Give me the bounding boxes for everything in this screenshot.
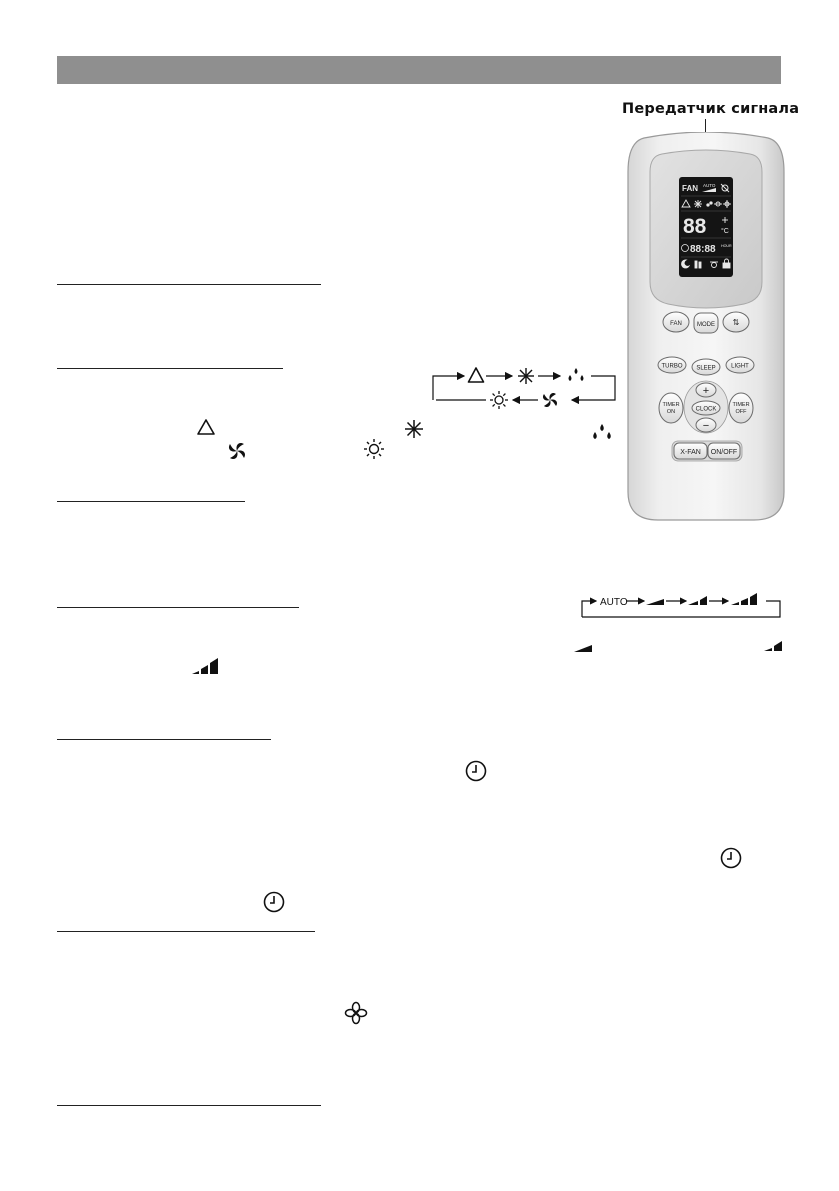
- fan-speed-medium-icon: [688, 596, 707, 605]
- svg-text:SLEEP: SLEEP: [696, 365, 716, 372]
- fan-mode-icon: [226, 440, 248, 462]
- fan-speed-high-icon: [190, 656, 222, 676]
- svg-text:⇅: ⇅: [732, 318, 740, 327]
- turbo-button[interactable]: [658, 357, 686, 373]
- svg-text:TURBO: TURBO: [661, 363, 683, 370]
- svg-text:X-FAN: X-FAN: [680, 449, 701, 456]
- svg-text:ON/OFF: ON/OFF: [710, 449, 738, 456]
- fan-speed-low-icon: [572, 642, 594, 654]
- timer-off-button[interactable]: [729, 393, 753, 423]
- clock-button[interactable]: [692, 401, 720, 415]
- svg-text:+: +: [702, 385, 710, 397]
- svg-text:OFF: OFF: [735, 409, 747, 415]
- sleep-button[interactable]: [692, 359, 720, 375]
- remote-control-illustration: [622, 132, 790, 524]
- fan-speed-medium-icon: [762, 637, 784, 653]
- fan-button[interactable]: [663, 312, 689, 332]
- onoff-button[interactable]: [708, 443, 740, 459]
- swing-button[interactable]: [723, 312, 749, 332]
- section-rule-2: [57, 368, 283, 369]
- light-button[interactable]: [726, 357, 754, 373]
- mode-cycle-diagram: [426, 360, 622, 412]
- plus-button[interactable]: [696, 383, 716, 397]
- svg-text:−: −: [702, 420, 710, 432]
- section-rule-7: [57, 1105, 321, 1106]
- cycle-frame: [433, 376, 615, 400]
- svg-text:HOUR: HOUR: [721, 244, 732, 248]
- heat-mode-icon: [363, 438, 385, 460]
- fan-speed-cycle-diagram: [576, 587, 786, 623]
- svg-text:MODE: MODE: [697, 322, 715, 328]
- section-rule-6: [57, 931, 315, 932]
- dry-mode-icon: [590, 420, 614, 442]
- section-rule-5: [57, 739, 271, 740]
- clock-icon: [262, 890, 286, 914]
- mode-button[interactable]: [694, 313, 718, 333]
- cool-mode-icon: [403, 418, 425, 440]
- fan-auto-label: AUTO: [600, 597, 628, 608]
- svg-text:ON: ON: [666, 409, 676, 415]
- fan-mode-icon: [543, 393, 557, 407]
- svg-text:CLOCK: CLOCK: [695, 406, 717, 413]
- svg-text:LIGHT: LIGHT: [731, 363, 749, 370]
- section-rule-3: [57, 501, 245, 502]
- section-rule-1: [57, 284, 321, 285]
- auto-mode-icon: [196, 418, 216, 438]
- xfan-button[interactable]: [674, 443, 707, 459]
- auto-mode-icon: [469, 368, 484, 382]
- fan-speed-low-icon: [646, 599, 664, 605]
- svg-text:FAN: FAN: [670, 321, 682, 327]
- fan-speed-high-icon: [731, 593, 757, 605]
- clock-icon: [719, 846, 743, 870]
- dry-mode-icon: [569, 368, 584, 381]
- minus-button[interactable]: [696, 418, 716, 432]
- section-header-bar: [57, 56, 781, 84]
- cool-mode-icon: [518, 368, 534, 384]
- svg-text:TIMER: TIMER: [662, 402, 680, 408]
- svg-text:°C: °C: [721, 228, 729, 235]
- svg-text:AUTO: AUTO: [703, 183, 716, 188]
- timer-on-button[interactable]: [659, 393, 683, 423]
- xfan-petal-icon: [343, 1000, 369, 1026]
- clock-icon: [464, 759, 488, 783]
- heat-mode-icon: [490, 391, 508, 409]
- svg-text:88:88: 88:88: [690, 244, 716, 255]
- svg-text:FAN: FAN: [682, 184, 698, 193]
- transmitter-label: Передатчик сигнала: [622, 101, 800, 117]
- svg-text:88: 88: [683, 215, 707, 238]
- section-rule-4: [57, 607, 299, 608]
- svg-text:TIMER: TIMER: [732, 402, 750, 408]
